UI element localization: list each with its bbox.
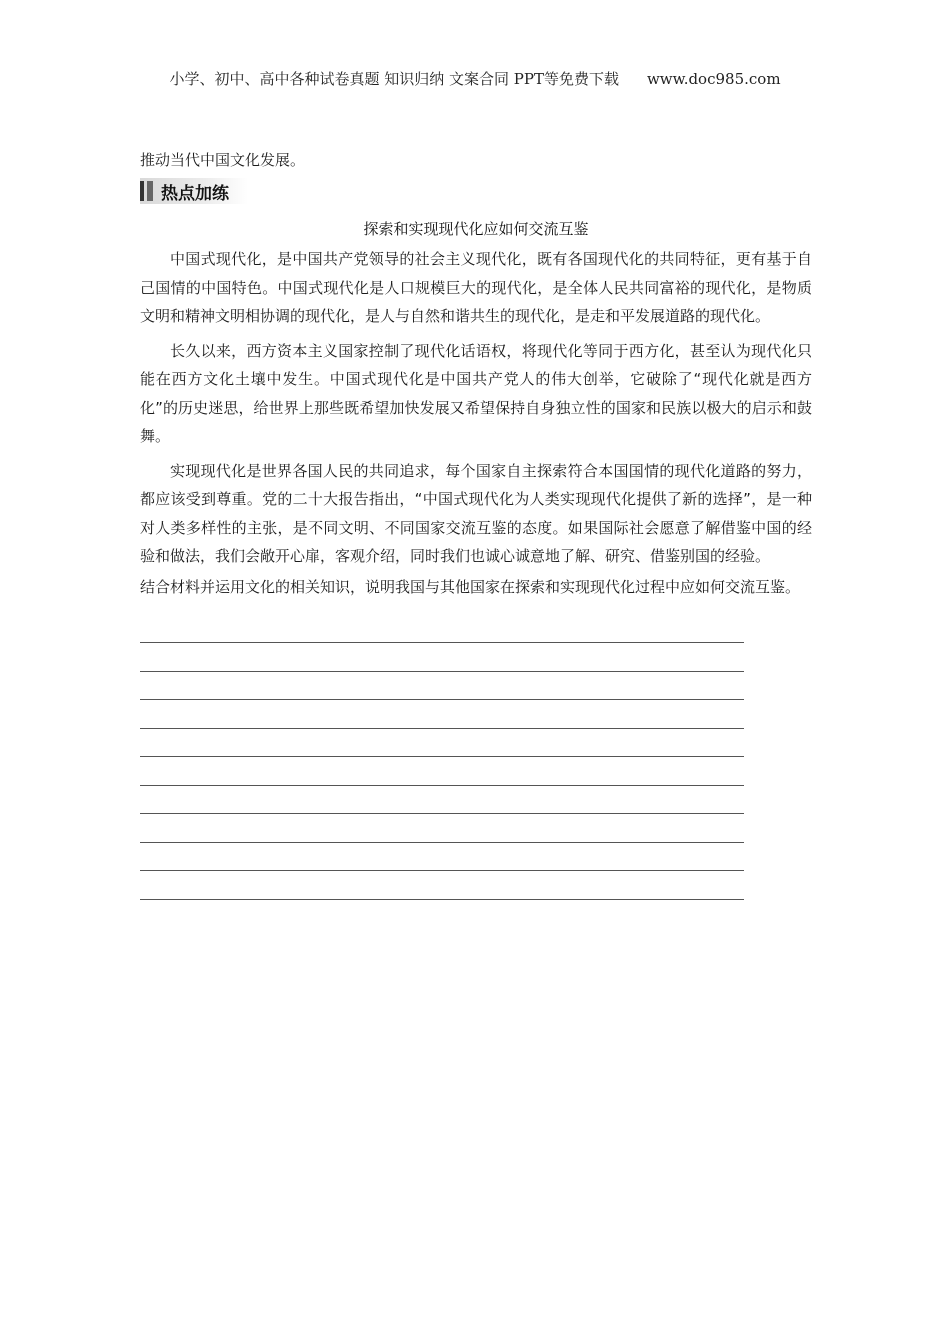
header-text: 小学、初中、高中各种试卷真题 知识归纳 文案合同 PPT等免费下载 [169, 70, 619, 88]
answer-line[interactable] [140, 672, 744, 701]
answer-line[interactable] [140, 615, 744, 644]
question-text: 结合材料并运用文化的相关知识，说明我国与其他国家在探索和实现现代化过程中应如何交流互鉴。 [140, 577, 801, 596]
answer-line[interactable] [140, 786, 744, 815]
answer-line[interactable] [140, 700, 744, 729]
answer-line[interactable] [140, 843, 744, 872]
header-site: www.doc985.com [646, 70, 781, 88]
page-header [0, 68, 950, 89]
answer-line[interactable] [140, 757, 744, 786]
answer-line[interactable] [140, 729, 744, 758]
page-content [140, 148, 812, 900]
article-paragraph-1: 中国式现代化，是中国共产党领导的社会主义现代化，既有各国现代化的共同特征，更有基于自己国情的中国特色。中国式现代化是人口规模巨大的现代化，是全体人民共同富裕的现代化，是物质文明和精神文明相协调的现代化，是人与自然和谐共生的现代化，是走和平发展道路的现代化。 [140, 250, 812, 325]
answer-line[interactable] [140, 814, 744, 843]
article-paragraph-3: 实现现代化是世界各国人民的共同追求，每个国家自主探索符合本国国情的现代化道路的努力，都应该受到尊重。党的二十大报告指出，“中国式现代化为人类实现现代化提供了新的选择”，是一种对人类多样性的主张，是不同文明、不同国家交流互鉴的态度。如果国际社会愿意了解借鉴中国的经验和做法，我们会敞开心扉，客观介绍，同时我们也诚心诚意地了解、研究、借鉴别国的经验。 [140, 461, 812, 565]
heading-bar-icon-2 [147, 181, 153, 201]
article-title: 探索和实现现代化应如何交流互鉴 [363, 220, 589, 238]
article-paragraph-2: 长久以来，西方资本主义国家控制了现代化话语权，将现代化等同于西方化，甚至认为现代化只能在西方文化土壤中发生。中国式现代化是中国共产党人的伟大创举，它破除了“现代化就是西方化”的历史迷思，给世界上那些既希望加快发展又希望保持自身独立性的国家和民族以极大的启示和鼓舞。 [140, 341, 812, 445]
answer-line[interactable] [140, 871, 744, 900]
section-heading-label: 热点加练 [161, 183, 229, 204]
section-heading [140, 178, 248, 204]
intro-tail: 推动当代中国文化发展。 [140, 151, 306, 169]
answer-area[interactable] [140, 615, 812, 900]
heading-bar-icon [140, 181, 144, 201]
answer-line[interactable] [140, 643, 744, 672]
